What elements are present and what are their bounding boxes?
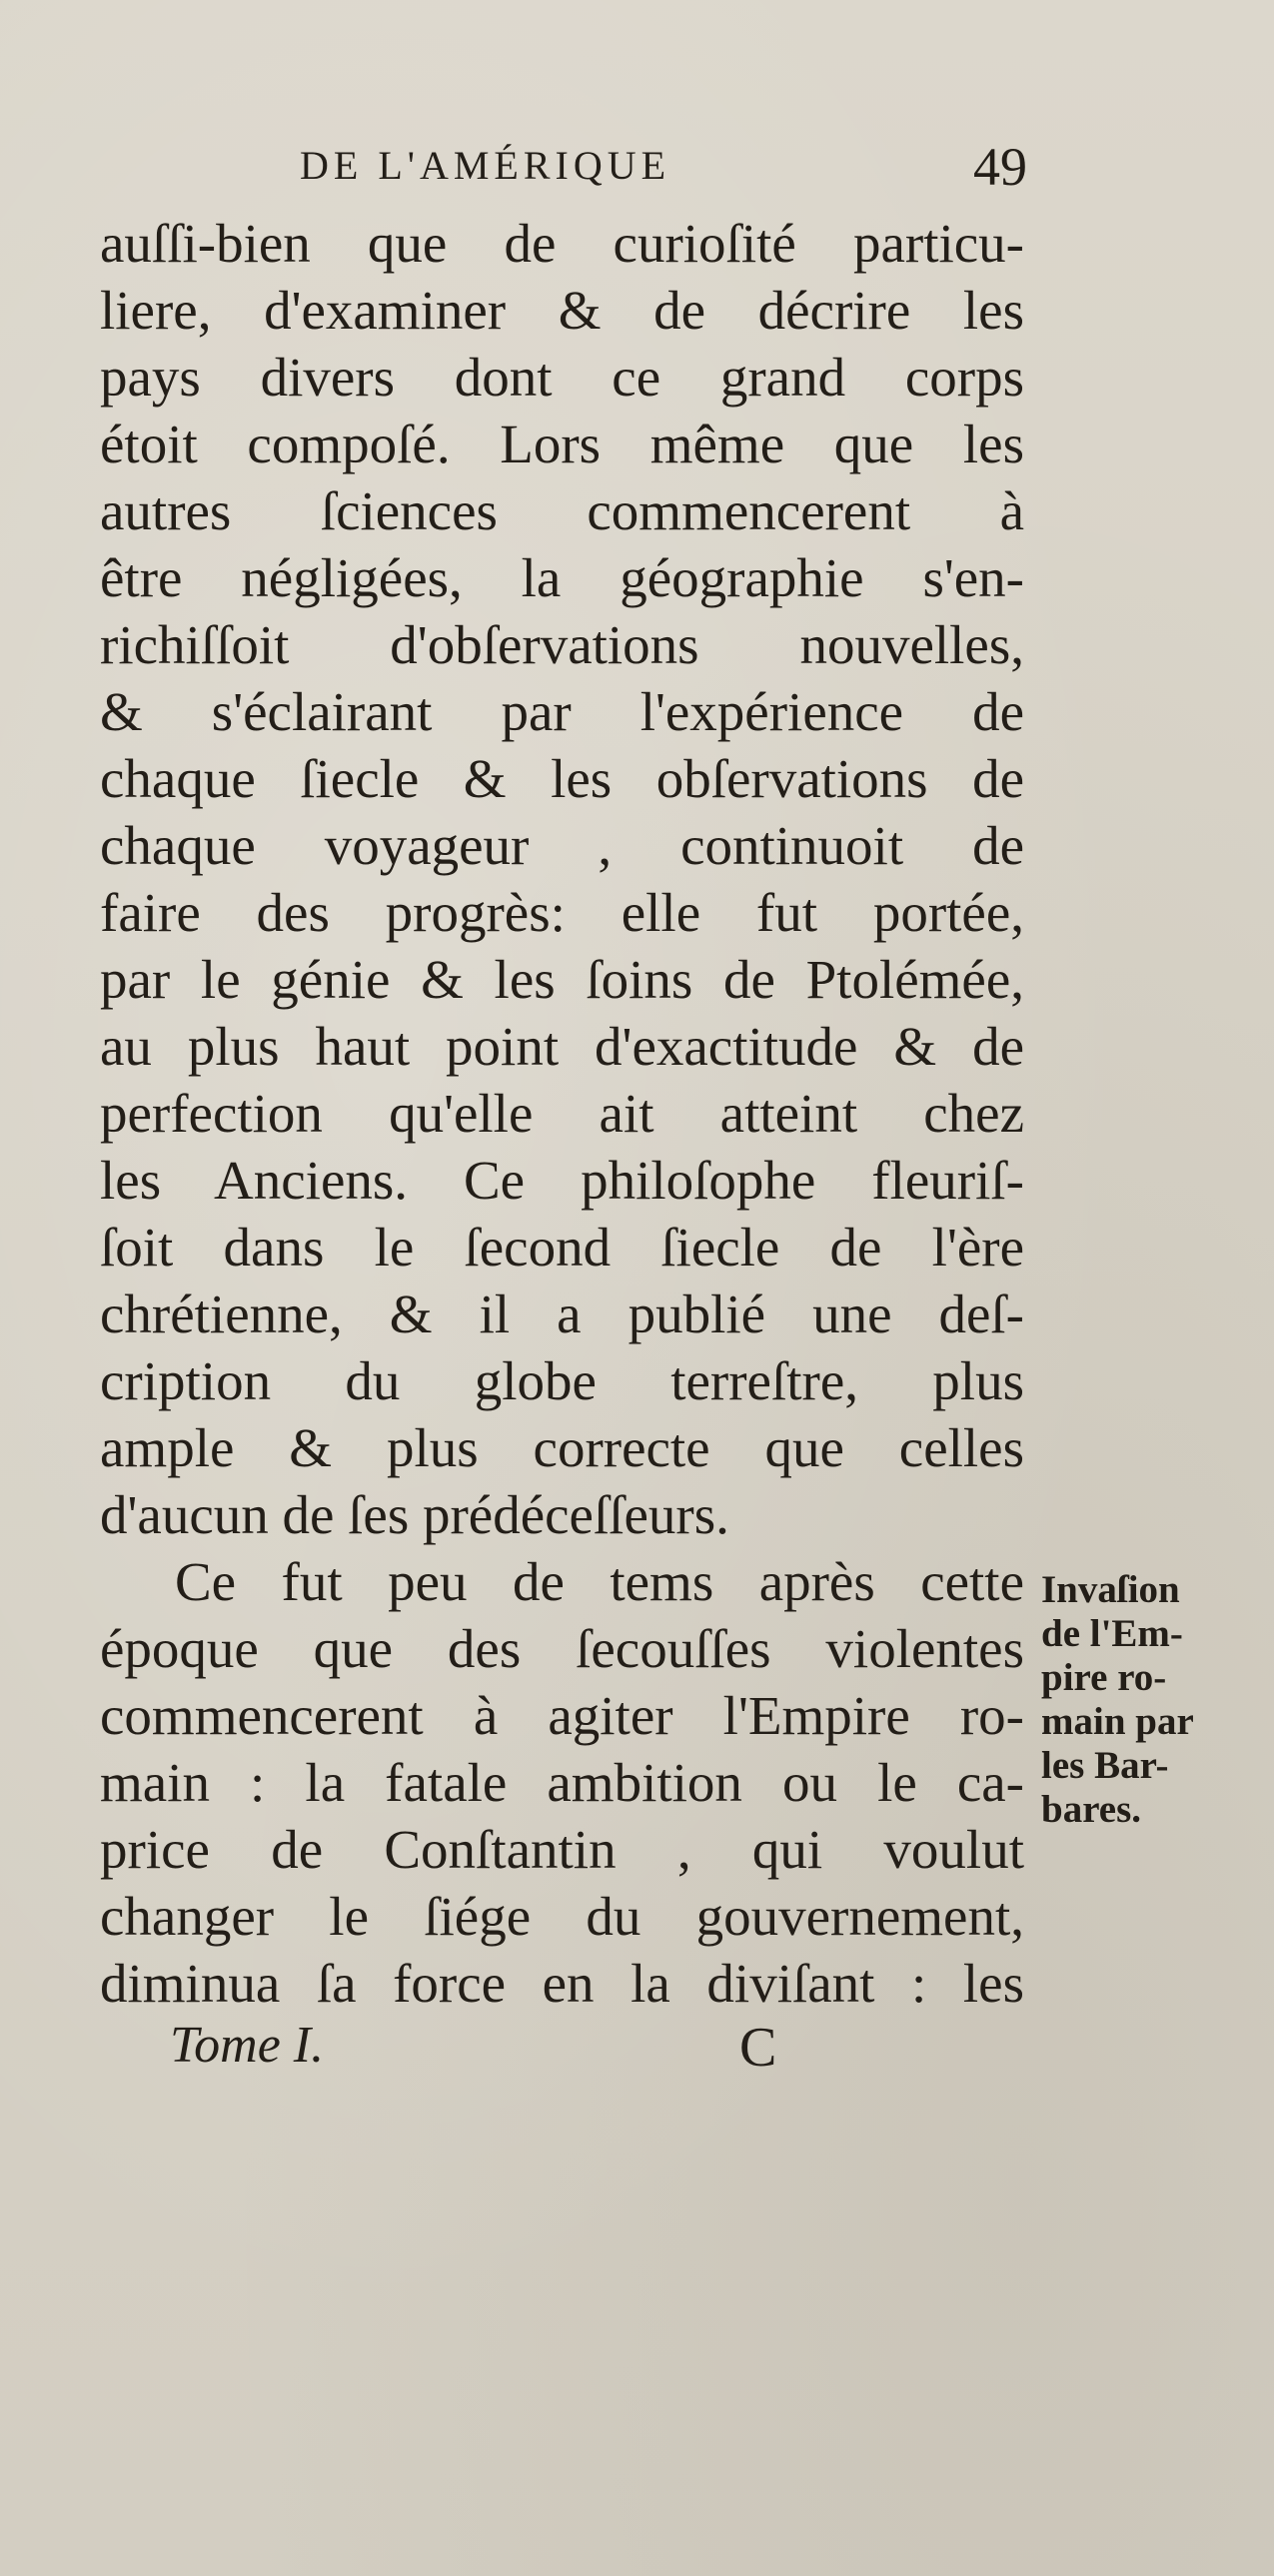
text-line: faire des progrès: elle fut portée, [100,882,1024,943]
text-line: liere, d'examiner & de décrire les [100,280,1024,341]
text-line: au plus haut point d'exactitude & de [100,1016,1024,1077]
text-line: chaque ſiecle & les obſervations de [100,748,1024,809]
text-line: Ce fut peu de tems après cette [175,1551,1024,1612]
text-line: ſoit dans le ſecond ſiecle de l'ère [100,1217,1024,1278]
running-title: DE L'AMÉRIQUE [300,143,671,188]
margin-note-line: pire ro- [1041,1656,1167,1699]
text-line: étoit compoſé. Lors même que les [100,414,1024,474]
margin-note-line: main par [1041,1700,1194,1743]
text-line: cription du globe terreſtre, plus [100,1350,1024,1411]
text-line: autres ſciences commencerent à [100,480,1024,541]
text-line: les Anciens. Ce philoſophe fleuriſ- [100,1150,1024,1211]
text-line: commencerent à agiter l'Empire ro- [100,1685,1024,1746]
text-line: d'aucun de ſes prédéceſſeurs. [100,1484,729,1545]
text-line: & s'éclairant par l'expérience de [100,681,1024,742]
text-line: par le génie & les ſoins de Ptolémée, [100,949,1024,1010]
text-line: perfection qu'elle ait atteint chez [100,1083,1024,1144]
text-line: changer le ſiége du gouvernement, [100,1886,1024,1947]
text-line: price de Conſtantin , qui voulut [100,1819,1024,1880]
page-number: 49 [973,137,1027,197]
text-line: main : la fatale ambition ou le ca- [100,1752,1024,1813]
text-line: richiſſoit d'obſervations nouvelles, [100,614,1024,675]
margin-note [1041,1568,1251,1832]
text-line: ample & plus correcte que celles [100,1417,1024,1478]
margin-note-line: les Bar- [1041,1744,1169,1787]
text-line: époque que des ſecouſſes violentes [100,1618,1024,1679]
text-line: être négligées, la géographie s'en- [100,547,1024,608]
margin-note-line: Invaſion [1041,1568,1180,1611]
text-line: chrétienne, & il a publié une deſ- [100,1284,1024,1344]
text-line: pays divers dont ce grand corps [100,347,1024,408]
page-header [300,137,1027,202]
text-line: diminua ſa force en la diviſant : les [100,1953,1024,2014]
signature-mark: C [739,2017,777,2079]
margin-note-line: de l'Em- [1041,1612,1183,1655]
margin-note-line: bares. [1041,1788,1142,1831]
page-footer [170,2016,809,2086]
text-line: chaque voyageur , continuoit de [100,815,1024,876]
text-line: auſſi-bien que de curioſité particu- [100,213,1024,274]
volume-label: Tome I. [170,2017,325,2074]
body-text [100,210,1024,2017]
